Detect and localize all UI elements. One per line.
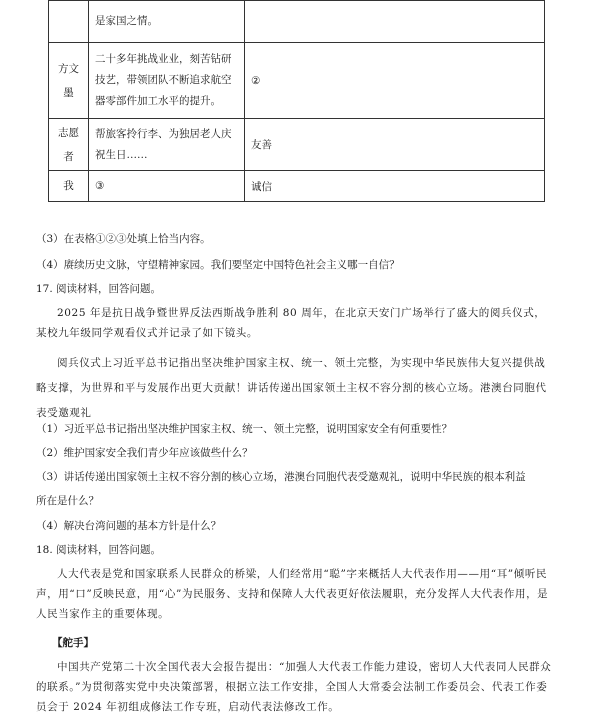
q17-material-para1: 2025 年是抗日战争暨世界反法西斯战争胜利 80 周年，在北京天安门广场举行了盛大的阅兵仪式，某校九年级同学观看仪式并记录了如下镜头。 (36, 307, 546, 339)
deed-cell: 是家国之情。 (89, 1, 245, 43)
quality-cell: 友善 (245, 119, 545, 171)
question-text (36, 0, 556, 719)
q17-sub3-line2: 所在是什么？ (36, 495, 99, 507)
q17-sub3-line1: （3）讲话传递出国家领土主权不容分割的核心立场，港澳台同胞代表受邀观礼，说明中华民族的根本利益 (36, 471, 526, 483)
deed-cell: 帮旅客拎行李、为独居老人庆祝生日…… (89, 119, 245, 171)
q16-sub3: （3）在表格①②③处填上恰当内容。 (36, 233, 211, 245)
q18-heading: 18. 阅读材料，回答问题。 (36, 544, 162, 556)
q18-material-para2: 中国共产党第二十次全国代表大会报告提出：“加强人大代表工作能力建设，密切人大代表同人民群众的联系。”为贯彻落实党中央决策部署，根据立法工作安排，全国人大常委会法制工作委员会、代表工作委员会于 2024 年初组成修法工作专班，启动代表法修改工作。 (36, 661, 552, 713)
q17-sub4: （4）解决台湾问题的基本方针是什么？ (36, 520, 222, 532)
q18-section-tag: 【舵手】 (52, 637, 94, 649)
role-cell: 志愿者 (49, 119, 89, 171)
q18-material-para1: 人大代表是党和国家联系人民群众的桥梁，人们经常用“聪”字来概括人大代表作用——用“耳”倾听民声，用“口”反映民意，用“心”为民服务、支持和保障人大代表更好依法履职，充分发挥人大代表作用，是人民当家作主的重要体现。 (36, 568, 549, 620)
q16-sub4: （4）赓续历史文脉，守望精神家园。我们要坚定中国特色社会主义哪一自信？ (36, 259, 400, 271)
quality-cell: 诚信 (245, 171, 545, 202)
deed-cell: ③ (89, 171, 245, 202)
role-cell: 我 (49, 171, 89, 202)
quality-cell: ② (245, 43, 545, 119)
deed-cell: 二十多年挑战业业，刻苦钻研技艺，带领团队不断追求航空器零部件加工水平的提升。 (89, 43, 245, 119)
role-cell: 方文墨 (49, 43, 89, 119)
q17-sub1: （1）习近平总书记指出坚决维护国家主权、统一、领土完整，说明国家安全有何重要性？ (36, 423, 453, 435)
q17-heading: 17. 阅读材料，回答问题。 (36, 283, 162, 295)
q17-material-para2: 阅兵仪式上习近平总书记指出坚决维护国家主权、统一、领土完整，为实现中华民族伟大复兴提供战略支撑，为世界和平与发展作出更大贡献！讲话传递出国家领土主权不容分割的核心立场。港澳台同胞代表受邀观礼 (36, 357, 547, 419)
q17-sub2: （2）维护国家安全我们青少年应该做些什么？ (36, 447, 253, 459)
